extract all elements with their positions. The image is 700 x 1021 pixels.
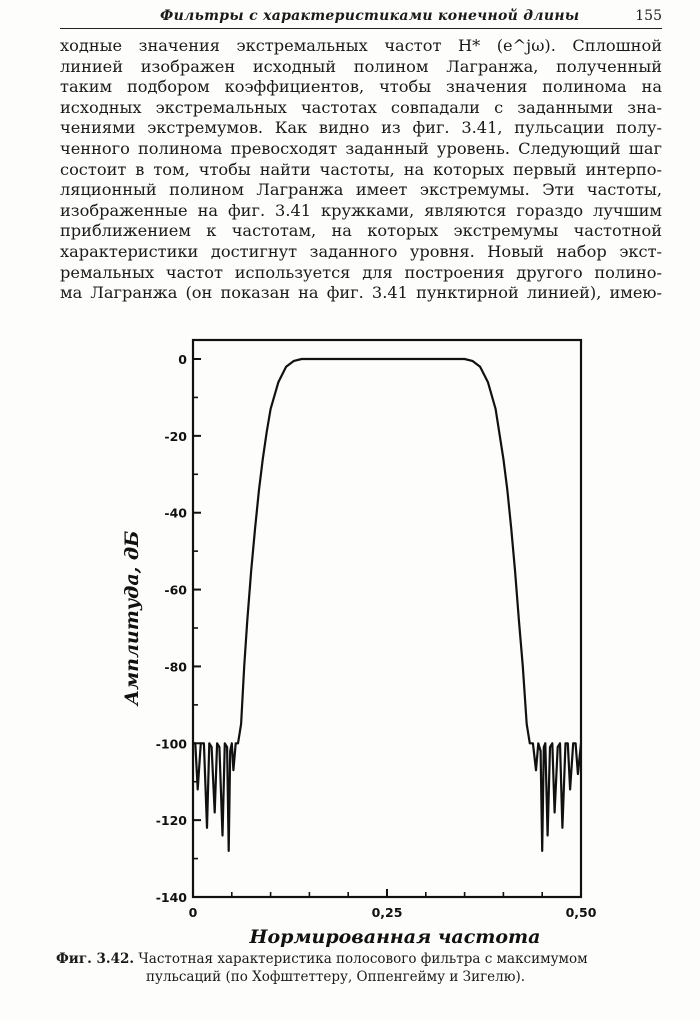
body-line: изображенные на фиг. 3.41 кружками, являются гораздо лучшим [60,200,662,220]
running-title: Фильтры с характеристиками конечной длины [160,8,580,24]
running-head [60,6,662,29]
y-tick-label: 0 [178,352,187,367]
y-tick-label: -20 [164,428,187,444]
body-line: таким подбором коэффициентов, чтобы значения полинома на [60,77,662,97]
body-line: ченного полинома превосходят заданный уровень. Следующий шаг [60,138,662,158]
page-number: 155 [635,8,662,24]
series-layer [193,359,581,851]
y-tick-label: -100 [155,736,187,752]
body-line: ма Лагранжа (он показан на фиг. 3.41 пунктирной линией), имею- [60,283,662,303]
body-line: исходных экстремальных частотах совпадали с заданными зна- [60,97,662,117]
x-axis-label: Нормированная частота [249,926,541,948]
body-line: состоит в том, чтобы найти частоты, на которых первый интерпо- [60,159,662,179]
x-tick-label: 0,25 [371,905,403,920]
caption-label: Фиг. 3.42. [56,951,135,967]
response-curve [193,359,581,851]
body-line: линией изображен исходный полином Лагранжа, полученный [60,56,662,76]
x-tick-label: 0,50 [565,905,597,920]
body-line: характеристики достигнут заданного уровня. Новый набор экст- [60,241,662,261]
caption-text-line1: Частотная характеристика полосового фильтра с максимумом [138,951,588,967]
y-tick-label: -60 [164,582,187,598]
y-tick-label: -40 [164,505,187,521]
figure-caption [56,950,666,986]
y-tick-label: -140 [155,890,187,905]
y-axis-label: Амплитуда, дБ [121,530,143,706]
y-tick-label: -120 [155,813,187,829]
body-paragraph [60,36,662,304]
body-line: ляционный полином Лагранжа имеет экстремумы. Эти частоты, [60,180,662,200]
body-line: чениями экстремумов. Как видно из фиг. 3.41, пульсации полу- [60,118,662,138]
plot-frame [193,340,581,897]
body-line: приближением к частотам, на которых экстремумы частотной [60,221,662,241]
y-axis [156,352,201,905]
body-line: ходные значения экстремальных частот H* (e^jω). Сплошной [60,36,662,55]
x-axis [189,889,597,920]
x-tick-label: 0 [188,905,198,920]
y-tick-label: -80 [164,659,187,675]
body-line: ремальных частот используется для построения другого полино- [60,262,662,282]
caption-text-line2: пульсаций (по Хофштеттеру, Оппенгейму и Зигелю). [146,969,526,985]
